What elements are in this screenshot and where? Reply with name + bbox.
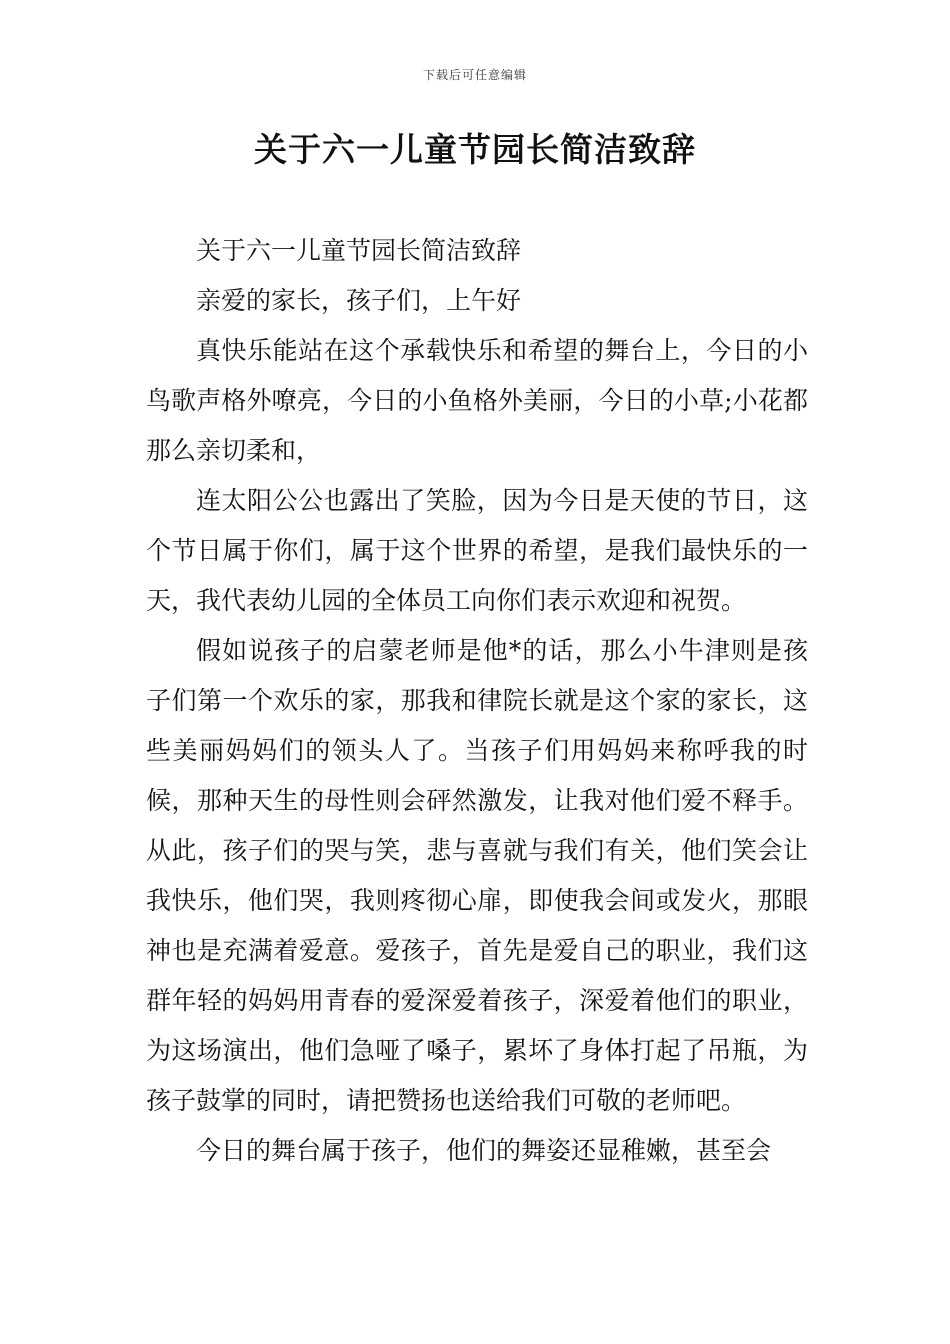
paragraph-body: 假如说孩子的启蒙老师是他*的话，那么小牛津则是孩子们第一个欢乐的家，那我和律院长就是这个家的家长，这些美丽妈妈们的领头人了。当孩子们用妈妈来称呼我的时候，那种天生的母性则会砰然激发，让我对他们爱不释手。从此，孩子们的哭与笑，悲与喜就与我们有关，他们笑会让我快乐，他们哭，我则疼彻心扉，即使我会间或发火，那眼神也是充满着爱意。爱孩子，首先是爱自己的职业，我们这群年轻的妈妈用青春的爱深爱着孩子，深爱着他们的职业，为这场演出，他们急哑了嗓子，累坏了身体打起了吊瓶，为孩子鼓掌的同时，请把赞扬也送给我们可敬的老师吧。 — [146, 636, 808, 1115]
document-title: 关于六一儿童节园长简洁致辞 — [254, 130, 696, 169]
paragraph-body: 真快乐能站在这个承载快乐和希望的舞台上，今日的小鸟歌声格外嘹亮，今日的小鱼格外美丽，今日的小草;小花都那么亲切柔和， — [146, 336, 808, 465]
paragraph-body: 今日的舞台属于孩子，他们的舞姿还显稚嫩，甚至会 — [196, 1136, 772, 1165]
header-note: 下载后可任意编辑 — [422, 68, 527, 82]
paragraph-greeting: 亲爱的家长，孩子们，上午好 — [196, 286, 522, 315]
document-body — [146, 226, 808, 1176]
paragraph-body: 连太阳公公也露出了笑脸，因为今日是天使的节日，这个节日属于你们，属于这个世界的希望，是我们最快乐的一天，我代表幼儿园的全体员工向你们表示欢迎和祝贺。 — [146, 486, 808, 615]
paragraph-subtitle: 关于六一儿童节园长简洁致辞 — [196, 236, 522, 265]
